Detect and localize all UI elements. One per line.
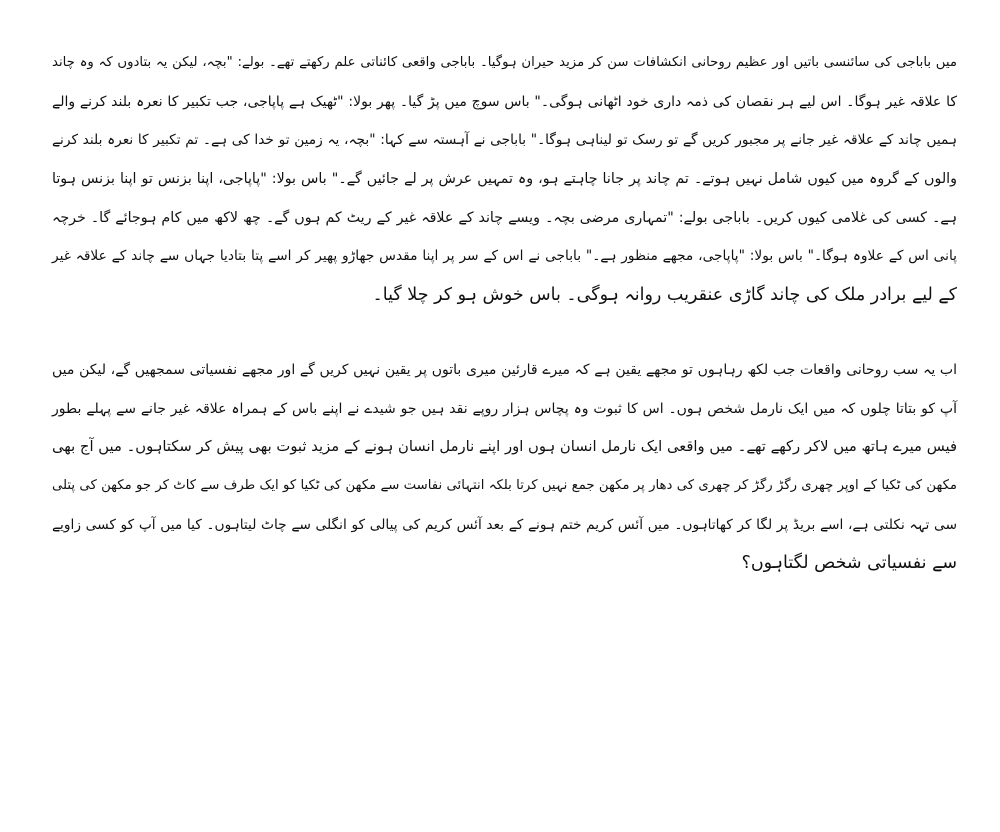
paragraph-2	[52, 351, 957, 583]
paragraph-1	[52, 44, 957, 315]
text-line: مکھن کی ٹکیا کے اوپر چھری رگڑ رگڑ کر چھری کی دھار پر مکھن جمع نہیں کرتا بلکہ انتہائی نفاست سے مکھن کی ٹکیا کو ایک طرف سے کاٹ کر جو مکھن کی پتلی	[52, 477, 957, 493]
text-line: فیس میرے ہاتھ میں لاکر رکھے تھے۔ میں واقعی ایک نارمل انسان ہوں اور اپنے نارمل انسان ہونے کے مزید ثبوت بھی پیش کر سکتاہوں۔ میں آج بھی	[52, 438, 957, 456]
text-line: پانی اس کے علاوہ ہوگا۔" باس بولا: "پاپاجی، مجھے منظور ہے۔" باباجی نے اس کے سر پر اپنا مقدس جھاڑو پھیر کر اسے پتا بتادیا جہاں سے چاند کے علاقہ غیر	[52, 248, 957, 265]
paragraph-spacer	[52, 315, 957, 351]
text-line: ہمیں چاند کے علاقہ غیر جانے پر مجبور کریں گے تو رسک تو لیناہی ہوگا۔" باباجی نے آہستہ سے کہا: "بچہ، یہ زمین تو خدا کی ہے۔ تم تکبیر کا نعرہ بلند کرنے	[52, 132, 957, 149]
text-line: والوں کے گروہ میں کیوں شامل نہیں ہوتے۔ تم چاند پر جانا چاہتے ہو، وہ تمہیں عرش پر لے جائیں گے۔" باس بولا: "پاپاجی، اپنا بزنس تو اپنا بزنس ہوتا	[52, 171, 957, 188]
text-line: آپ کو بتاتا چلوں کہ میں ایک نارمل شخص ہوں۔ اس کا ثبوت وہ پچاس ہزار روپے نقد ہیں جو شیدے نے اپنے باس کے ہمراہ علاقہ غیر جانے سے پہلے بطور	[52, 400, 957, 417]
text-line: اب یہ سب روحانی واقعات جب لکھ رہاہوں تو مجھے یقین ہے کہ میرے قارئین میری باتوں پر یقین نہیں کریں گے اور مجھے نفسیاتی سمجھیں گے، لیکن میں	[52, 361, 957, 378]
text-line: ہے۔ کسی کی غلامی کیوں کریں۔ باباجی بولے: "تمہاری مرضی بچہ۔ ویسے چاند کے علاقہ غیر کے ریٹ کم ہوں گے۔ چھ لاکھ میں کام ہوجائے گا۔ خرچہ	[52, 209, 957, 226]
text-line: سے نفسیاتی شخص لگتاہوں؟	[741, 553, 957, 574]
text-line: میں باباجی کی سائنسی باتیں اور عظیم روحانی انکشافات سن کر مزید حیران ہوگیا۔ باباجی واقعی کائناتی علم رکھتے تھے۔ بولے: "بچہ، لیکن یہ بتادوں کہ وہ چاند	[52, 55, 957, 70]
article-body	[52, 44, 957, 583]
text-line: سی تہہ نکلتی ہے، اسے بریڈ پر لگا کر کھاتاہوں۔ میں آئس کریم ختم ہونے کے بعد آئس کریم کی پیالی کو انگلی سے چاٹ لیتاہوں۔ کیا میں آپ کو کسی زاویے	[52, 516, 957, 533]
text-line: کے لیے برادر ملک کی چاند گاڑی عنقریب روانہ ہوگی۔ باس خوش ہو کر چلا گیا۔	[372, 285, 957, 306]
text-line: کا علاقہ غیر ہوگا۔ اس لیے ہر نقصان کی ذمہ داری خود اٹھانی ہوگی۔" باس سوچ میں پڑ گیا۔ پھر بولا: "ٹھیک ہے پاپاجی، جب تکبیر کا نعرہ بلند کرنے والے	[52, 93, 957, 110]
